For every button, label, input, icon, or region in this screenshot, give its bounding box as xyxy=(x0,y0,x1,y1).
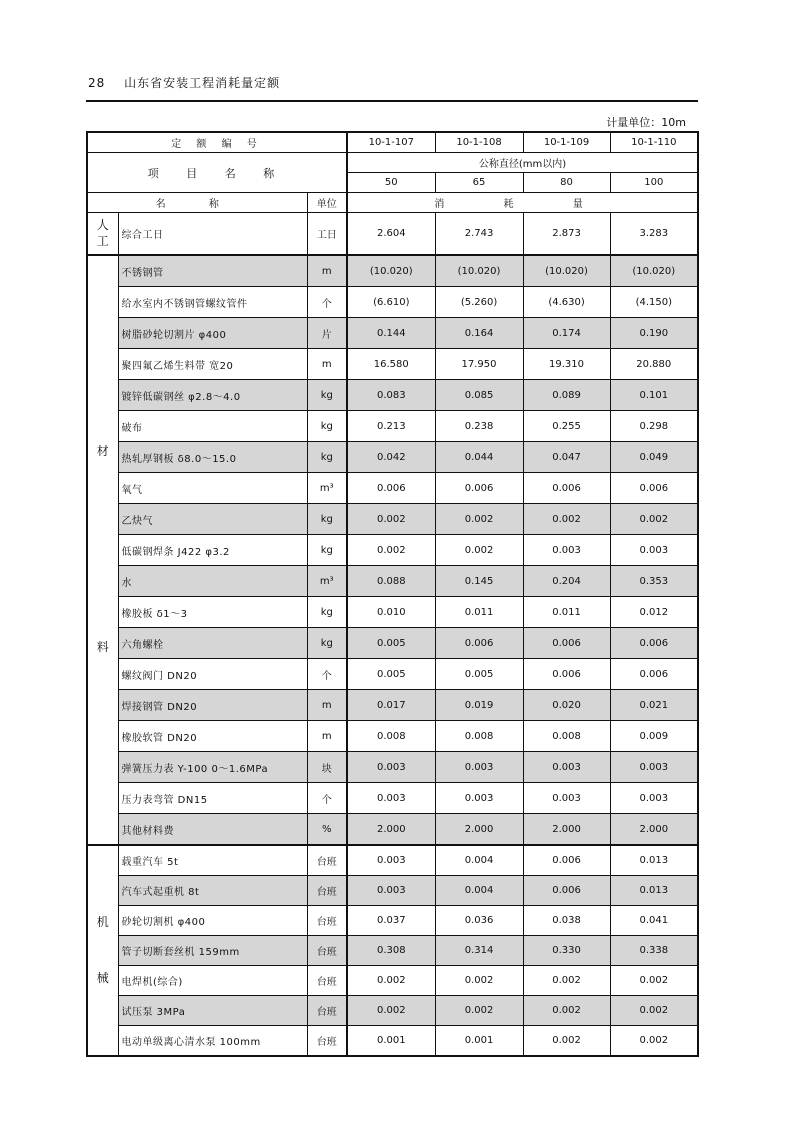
item-name: 热轧厚钢板 δ8.0～15.0 xyxy=(118,442,307,473)
table-row xyxy=(87,504,698,535)
quota-code: 10-1-109 xyxy=(523,132,610,153)
consumption-value: 0.001 xyxy=(435,1026,523,1057)
item-unit: m xyxy=(307,721,347,752)
item-unit: kg xyxy=(307,411,347,442)
item-unit: kg xyxy=(307,380,347,411)
table-row xyxy=(87,473,698,504)
item-name: 电动单级离心清水泵 100mm xyxy=(118,1026,307,1057)
consumption-value: 0.006 xyxy=(523,876,610,906)
item-unit: m³ xyxy=(307,473,347,504)
item-unit: m xyxy=(307,690,347,721)
category-char: 料 xyxy=(96,640,109,654)
item-unit: 台班 xyxy=(307,996,347,1026)
consumption-value: 0.101 xyxy=(610,380,698,411)
consumption-value: 0.088 xyxy=(347,566,435,597)
item-name: 弹簧压力表 Y-100 0～1.6MPa xyxy=(118,752,307,783)
item-unit: % xyxy=(307,814,347,846)
unit-note: 计量单位：10m xyxy=(606,116,686,129)
consumption-value: (4.630) xyxy=(523,287,610,318)
item-name: 橡胶板 δ1～3 xyxy=(118,597,307,628)
category-label xyxy=(87,845,118,1056)
table-row xyxy=(87,255,698,287)
item-name: 螺纹阀门 DN20 xyxy=(118,659,307,690)
table-row xyxy=(87,876,698,906)
consumption-value: (10.020) xyxy=(523,255,610,287)
consumption-value: 0.002 xyxy=(347,966,435,996)
consumption-value: 0.006 xyxy=(435,628,523,659)
consumption-value: 2.743 xyxy=(435,213,523,256)
consumption-value: 0.003 xyxy=(435,783,523,814)
item-name-label: 项 目 名 称 xyxy=(87,153,347,193)
table-row xyxy=(87,690,698,721)
consumption-value: 0.002 xyxy=(610,504,698,535)
consumption-value: 0.001 xyxy=(347,1026,435,1057)
consumption-value: 0.006 xyxy=(523,659,610,690)
consumption-value: 0.003 xyxy=(610,752,698,783)
table-row xyxy=(87,535,698,566)
item-name: 试压泵 3MPa xyxy=(118,996,307,1026)
consumption-value: 0.213 xyxy=(347,411,435,442)
consumption-value: 0.002 xyxy=(610,966,698,996)
consumption-value: 2.873 xyxy=(523,213,610,256)
consumption-value: 0.036 xyxy=(435,906,523,936)
item-name: 电焊机(综合) xyxy=(118,966,307,996)
item-unit: m xyxy=(307,349,347,380)
consumption-value: 0.002 xyxy=(610,996,698,1026)
item-name: 橡胶软管 DN20 xyxy=(118,721,307,752)
consumption-value: 0.049 xyxy=(610,442,698,473)
consumption-value: 0.238 xyxy=(435,411,523,442)
item-name: 汽车式起重机 8t xyxy=(118,876,307,906)
consumption-value: 0.008 xyxy=(435,721,523,752)
item-unit: 个 xyxy=(307,783,347,814)
consumption-value: 0.003 xyxy=(610,535,698,566)
diameter-value: 80 xyxy=(523,173,610,193)
consumption-value: 0.003 xyxy=(347,752,435,783)
consumption-value: (10.020) xyxy=(435,255,523,287)
item-unit: 台班 xyxy=(307,936,347,966)
consumption-value: 0.006 xyxy=(610,473,698,504)
consumption-value: 0.003 xyxy=(523,783,610,814)
consumption-value: 0.010 xyxy=(347,597,435,628)
consumption-value: (10.020) xyxy=(347,255,435,287)
item-unit: 个 xyxy=(307,659,347,690)
item-name: 六角螺栓 xyxy=(118,628,307,659)
consumption-value: 0.006 xyxy=(523,473,610,504)
item-name: 水 xyxy=(118,566,307,597)
table-row xyxy=(87,349,698,380)
item-name: 树脂砂轮切割片 φ400 xyxy=(118,318,307,349)
item-name: 管子切断套丝机 159mm xyxy=(118,936,307,966)
consumption-value: 0.008 xyxy=(347,721,435,752)
item-unit: kg xyxy=(307,535,347,566)
consumption-value: 0.005 xyxy=(347,628,435,659)
item-unit: m³ xyxy=(307,566,347,597)
consumption-value: (6.610) xyxy=(347,287,435,318)
item-name: 聚四氟乙烯生料带 宽20 xyxy=(118,349,307,380)
book-title: 山东省安装工程消耗量定额 xyxy=(124,76,281,90)
consumption-value: 0.308 xyxy=(347,936,435,966)
consumption-value: 0.042 xyxy=(347,442,435,473)
table-row xyxy=(87,936,698,966)
item-unit: 片 xyxy=(307,318,347,349)
table-row xyxy=(87,752,698,783)
consumption-value: 0.006 xyxy=(523,628,610,659)
table-row xyxy=(87,566,698,597)
consumption-value: 0.003 xyxy=(610,783,698,814)
consumption-value: 17.950 xyxy=(435,349,523,380)
table-row xyxy=(87,906,698,936)
consumption-value: 0.083 xyxy=(347,380,435,411)
consumption-value: 0.003 xyxy=(347,845,435,876)
consumption-value: 0.089 xyxy=(523,380,610,411)
unit-column-header: 单位 xyxy=(307,193,347,213)
category-char: 机 xyxy=(96,914,109,929)
consumption-value: 0.009 xyxy=(610,721,698,752)
consumption-header: 消 耗 量 xyxy=(347,193,698,213)
table-row xyxy=(87,659,698,690)
item-name: 其他材料费 xyxy=(118,814,307,846)
table-row xyxy=(87,845,698,876)
quota-table xyxy=(86,131,699,1057)
consumption-value: 0.020 xyxy=(523,690,610,721)
item-unit: kg xyxy=(307,628,347,659)
consumption-value: 0.314 xyxy=(435,936,523,966)
consumption-value: 0.011 xyxy=(435,597,523,628)
consumption-value: 0.002 xyxy=(347,504,435,535)
item-unit: m xyxy=(307,255,347,287)
consumption-value: 0.002 xyxy=(523,996,610,1026)
item-unit: 台班 xyxy=(307,876,347,906)
consumption-value: 0.002 xyxy=(435,504,523,535)
consumption-value: 0.012 xyxy=(610,597,698,628)
header-rule xyxy=(86,100,698,102)
table-row xyxy=(87,783,698,814)
table-row xyxy=(87,442,698,473)
consumption-value: 0.006 xyxy=(610,628,698,659)
category-char: 械 xyxy=(96,970,109,985)
consumption-value: 0.330 xyxy=(523,936,610,966)
quota-code: 10-1-108 xyxy=(435,132,523,153)
category-label xyxy=(87,255,118,845)
table-row xyxy=(87,287,698,318)
consumption-value: 0.013 xyxy=(610,845,698,876)
item-unit: 台班 xyxy=(307,1026,347,1057)
table-row xyxy=(87,213,698,256)
table-row xyxy=(87,1026,698,1057)
consumption-value: 0.003 xyxy=(435,752,523,783)
diameter-value: 100 xyxy=(610,173,698,193)
diameter-value: 50 xyxy=(347,173,435,193)
table-row xyxy=(87,628,698,659)
consumption-value: 0.002 xyxy=(523,504,610,535)
consumption-value: 0.041 xyxy=(610,906,698,936)
item-name: 砂轮切割机 φ400 xyxy=(118,906,307,936)
consumption-value: 0.047 xyxy=(523,442,610,473)
consumption-value: 0.038 xyxy=(523,906,610,936)
item-name: 不锈钢管 xyxy=(118,255,307,287)
item-unit: kg xyxy=(307,442,347,473)
item-unit: 块 xyxy=(307,752,347,783)
item-unit: 个 xyxy=(307,287,347,318)
consumption-value: 0.190 xyxy=(610,318,698,349)
consumption-value: 0.011 xyxy=(523,597,610,628)
item-name: 镀锌低碳钢丝 φ2.8～4.0 xyxy=(118,380,307,411)
item-name: 低碳钢焊条 J422 φ3.2 xyxy=(118,535,307,566)
category-label xyxy=(87,213,118,256)
consumption-value: 0.164 xyxy=(435,318,523,349)
consumption-value: 0.003 xyxy=(523,535,610,566)
table-row xyxy=(87,721,698,752)
item-name: 焊接钢管 DN20 xyxy=(118,690,307,721)
table-row xyxy=(87,411,698,442)
consumption-value: 0.004 xyxy=(435,876,523,906)
item-unit: kg xyxy=(307,504,347,535)
consumption-value: 2.000 xyxy=(610,814,698,846)
item-name: 压力表弯管 DN15 xyxy=(118,783,307,814)
consumption-value: 0.002 xyxy=(523,1026,610,1057)
item-name: 综合工日 xyxy=(118,213,307,256)
consumption-value: 2.000 xyxy=(523,814,610,846)
consumption-value: 19.310 xyxy=(523,349,610,380)
consumption-value: 0.021 xyxy=(610,690,698,721)
consumption-value: 0.006 xyxy=(610,659,698,690)
item-name: 乙炔气 xyxy=(118,504,307,535)
consumption-value: 20.880 xyxy=(610,349,698,380)
consumption-value: (4.150) xyxy=(610,287,698,318)
consumption-value: (5.260) xyxy=(435,287,523,318)
consumption-value: 0.044 xyxy=(435,442,523,473)
category-char: 人 xyxy=(96,217,109,232)
item-name: 破布 xyxy=(118,411,307,442)
consumption-value: 0.003 xyxy=(523,752,610,783)
table-row xyxy=(87,996,698,1026)
item-unit: 台班 xyxy=(307,845,347,876)
page-header xyxy=(88,74,294,91)
consumption-value: 0.002 xyxy=(435,966,523,996)
consumption-value: 2.000 xyxy=(435,814,523,846)
consumption-value: 0.174 xyxy=(523,318,610,349)
table-row xyxy=(87,380,698,411)
consumption-value: 0.005 xyxy=(347,659,435,690)
consumption-value: 3.283 xyxy=(610,213,698,256)
consumption-value: 0.017 xyxy=(347,690,435,721)
diameter-label: 公称直径(mm以内) xyxy=(347,153,698,173)
consumption-value: 0.006 xyxy=(435,473,523,504)
item-unit: kg xyxy=(307,597,347,628)
consumption-value: 0.019 xyxy=(435,690,523,721)
item-name: 载重汽车 5t xyxy=(118,845,307,876)
consumption-value: 0.002 xyxy=(435,996,523,1026)
table-row xyxy=(87,318,698,349)
consumption-value: 0.085 xyxy=(435,380,523,411)
consumption-value: 0.255 xyxy=(523,411,610,442)
name-column-header: 名 称 xyxy=(87,193,307,213)
consumption-value: 0.037 xyxy=(347,906,435,936)
consumption-value: 0.002 xyxy=(347,996,435,1026)
consumption-value: 0.003 xyxy=(347,783,435,814)
consumption-value: 16.580 xyxy=(347,349,435,380)
consumption-value: 0.006 xyxy=(347,473,435,504)
item-name: 给水室内不锈钢管螺纹管件 xyxy=(118,287,307,318)
consumption-value: 0.204 xyxy=(523,566,610,597)
consumption-value: 0.004 xyxy=(435,845,523,876)
diameter-value: 65 xyxy=(435,173,523,193)
table-row xyxy=(87,597,698,628)
category-char: 工 xyxy=(96,233,109,248)
item-unit: 工日 xyxy=(307,213,347,256)
item-unit: 台班 xyxy=(307,906,347,936)
item-name: 氧气 xyxy=(118,473,307,504)
consumption-value: 0.145 xyxy=(435,566,523,597)
consumption-value: 0.144 xyxy=(347,318,435,349)
consumption-value: 0.008 xyxy=(523,721,610,752)
quota-code: 10-1-110 xyxy=(610,132,698,153)
table-row xyxy=(87,814,698,846)
consumption-value: 0.338 xyxy=(610,936,698,966)
category-char: 材 xyxy=(96,444,109,459)
consumption-value: (10.020) xyxy=(610,255,698,287)
page-number: 28 xyxy=(88,76,106,90)
consumption-value: 0.006 xyxy=(523,845,610,876)
consumption-value: 0.005 xyxy=(435,659,523,690)
consumption-value: 0.002 xyxy=(523,966,610,996)
table-row xyxy=(87,966,698,996)
consumption-value: 0.013 xyxy=(610,876,698,906)
consumption-value: 0.003 xyxy=(347,876,435,906)
consumption-value: 0.002 xyxy=(610,1026,698,1057)
quota-code: 10-1-107 xyxy=(347,132,435,153)
quota-code-label: 定 额 编 号 xyxy=(87,132,347,153)
consumption-value: 2.000 xyxy=(347,814,435,846)
consumption-value: 2.604 xyxy=(347,213,435,256)
item-unit: 台班 xyxy=(307,966,347,996)
consumption-value: 0.002 xyxy=(347,535,435,566)
consumption-value: 0.298 xyxy=(610,411,698,442)
consumption-value: 0.002 xyxy=(435,535,523,566)
consumption-value: 0.353 xyxy=(610,566,698,597)
